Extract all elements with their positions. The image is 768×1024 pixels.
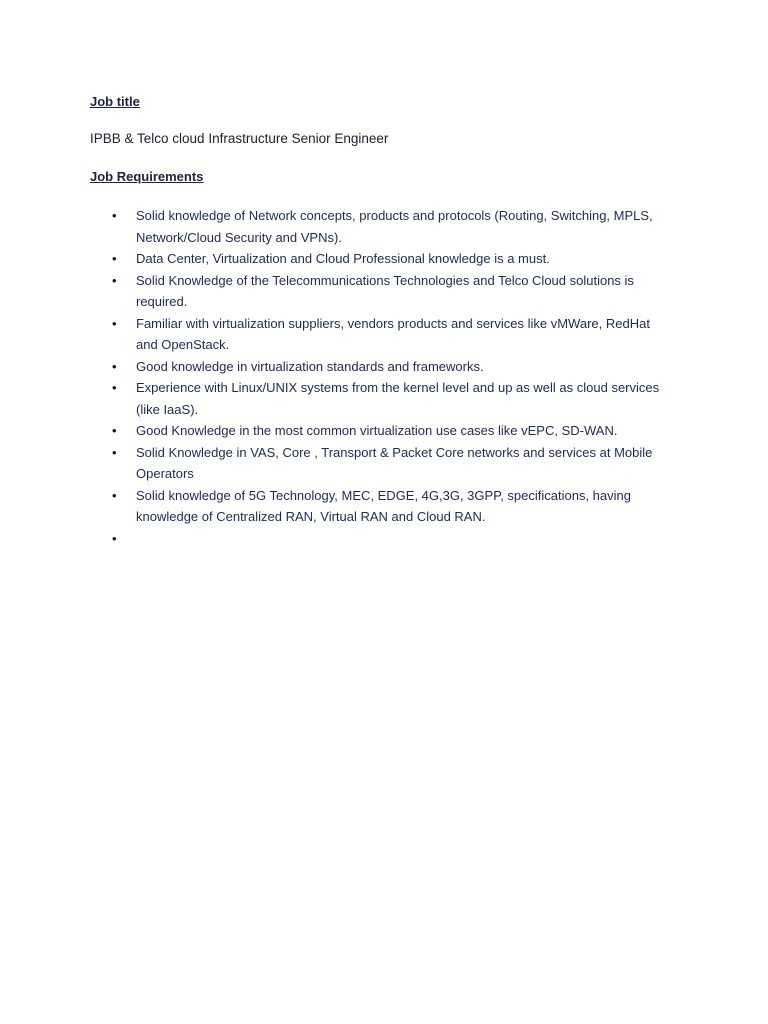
job-title-heading: Job title (90, 94, 140, 109)
list-item (90, 205, 670, 248)
list-item-text: Solid knowledge of 5G Technology, MEC, EDGE, 4G,3G, 3GPP, specifications, having knowledge of Centralized RAN, Virtual RAN and Cloud RAN. (136, 487, 631, 524)
list-item-text: Experience with Linux/UNIX systems from the kernel level and up as well as cloud services (like IaaS). (136, 380, 660, 417)
bullet-icon: • (112, 251, 117, 266)
bullet-icon: • (112, 208, 117, 223)
bullet-icon: • (112, 380, 117, 395)
bullet-icon: • (112, 358, 117, 374)
job-title-value: IPBB & Telco cloud Infrastructure Senior Engineer (90, 131, 389, 146)
list-item-text: Good Knowledge in the most common virtualization use cases like vEPC, SD-WAN. (136, 423, 618, 438)
bullet-icon: • (112, 423, 117, 438)
list-item-text: Solid knowledge of Network concepts, products and protocols (Routing, Switching, MPLS, Network/Cloud Security and VPNs). (136, 208, 653, 245)
bullet-icon: • (112, 487, 117, 503)
bullet-icon: • (112, 444, 117, 460)
bullet-icon: • (112, 272, 117, 288)
list-item-text: Familiar with virtualization suppliers, vendors products and services like vMWare, RedHat and OpenStack. (136, 315, 650, 352)
list-item-text: Solid Knowledge of the Telecommunications Technologies and Telco Cloud solutions is required. (136, 272, 634, 309)
bullet-icon: • (112, 530, 117, 546)
list-item-text (136, 528, 670, 550)
bullet-icon: • (112, 315, 117, 331)
list-item-text: Solid Knowledge in VAS, Core , Transport & Packet Core networks and services at Mobile Operators (136, 444, 653, 481)
list-item-text: Good knowledge in virtualization standards and frameworks. (136, 358, 484, 374)
list-item (90, 248, 670, 270)
list-item (90, 377, 670, 420)
list-item (90, 313, 670, 356)
list-item-text: Data Center, Virtualization and Cloud Professional knowledge is a must. (136, 251, 550, 266)
list-item (90, 442, 670, 485)
list-item (90, 270, 670, 313)
list-item (90, 528, 670, 550)
list-item (90, 356, 670, 378)
document-content (90, 93, 670, 549)
list-item (90, 420, 670, 442)
list-item (90, 485, 670, 528)
job-requirements-heading: Job Requirements (90, 169, 204, 184)
requirements-list (90, 205, 670, 549)
